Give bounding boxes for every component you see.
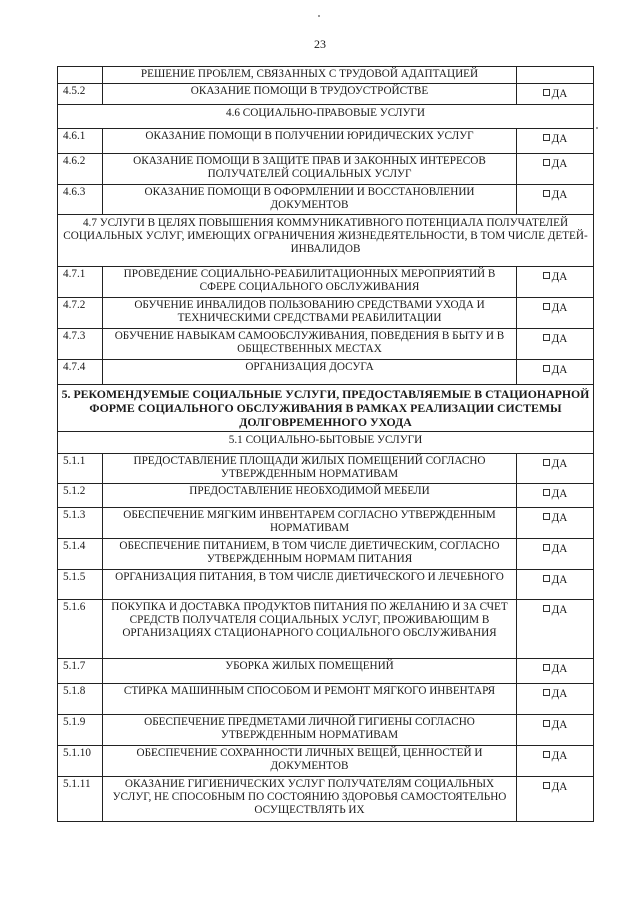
- row-number: 4.7.3: [58, 329, 103, 360]
- yes-label: ДА: [551, 88, 568, 100]
- table-row: [58, 298, 594, 329]
- table-row: [58, 484, 594, 508]
- yes-label: ДА: [551, 302, 568, 314]
- row-number: 5.1.9: [58, 715, 103, 746]
- yes-checkbox[interactable]: [517, 129, 594, 154]
- row-number: 4.6.3: [58, 185, 103, 215]
- row-text: ОБУЧЕНИЕ НАВЫКАМ САМООБСЛУЖИВАНИЯ, ПОВЕДЕНИЯ В БЫТУ И В ОБЩЕСТВЕННЫХ МЕСТАХ: [103, 329, 517, 360]
- table-row: [58, 454, 594, 484]
- yes-label: ДА: [551, 333, 568, 345]
- row-text: ПОКУПКА И ДОСТАВКА ПРОДУКТОВ ПИТАНИЯ ПО ЖЕЛАНИЮ И ЗА СЧЕТ СРЕДСТВ ПОЛУЧАТЕЛЯ СОЦИАЛЬНЫХ УСЛУГ, ПРОЖИВАЮЩИМ В ОРГАНИЗАЦИЯХ СТАЦИОНАРНОГО СОЦИАЛЬНОГО ОБСЛУЖИВАНИЯ: [103, 600, 517, 659]
- yes-checkbox[interactable]: [517, 539, 594, 570]
- row-number: 4.6.1: [58, 129, 103, 154]
- table-row: [58, 67, 594, 84]
- row-number: [58, 67, 103, 84]
- row-text: ОКАЗАНИЕ ГИГИЕНИЧЕСКИХ УСЛУГ ПОЛУЧАТЕЛЯМ СОЦИАЛЬНЫХ УСЛУГ, НЕ СПОСОБНЫМ ПО СОСТОЯНИЮ ЗДОРОВЬЯ САМОСТОЯТЕЛЬНО ОСУЩЕСТВЛЯТЬ ИХ: [103, 777, 517, 822]
- yes-label: ДА: [551, 133, 568, 145]
- yes-checkbox[interactable]: [517, 298, 594, 329]
- yes-checkbox[interactable]: [517, 154, 594, 185]
- row-number: 5.1.10: [58, 746, 103, 777]
- yes-label: ДА: [551, 158, 568, 170]
- checkbox-icon: [543, 720, 550, 727]
- yes-checkbox[interactable]: [517, 454, 594, 484]
- table-row: [58, 267, 594, 298]
- checkbox-icon: [543, 689, 550, 696]
- section-header: [58, 432, 594, 454]
- yes-label: ДА: [551, 750, 568, 762]
- yes-label: ДА: [551, 189, 568, 201]
- table-row: [58, 746, 594, 777]
- yes-label: ДА: [551, 512, 568, 524]
- checkbox-icon: [543, 664, 550, 671]
- section-title: 4.7 УСЛУГИ В ЦЕЛЯХ ПОВЫШЕНИЯ КОММУНИКАТИВНОГО ПОТЕНЦИАЛА ПОЛУЧАТЕЛЕЙ СОЦИАЛЬНЫХ УСЛУГ, ИМЕЮЩИХ ОГРАНИЧЕНИЯ ЖИЗНЕДЕЯТЕЛЬНОСТИ, В ТОМ ЧИСЛЕ ДЕТЕЙ-ИНВАЛИДОВ: [58, 215, 594, 267]
- table-row: [58, 129, 594, 154]
- checkbox-icon: [543, 190, 550, 197]
- checkbox-icon: [543, 513, 550, 520]
- table-row: [58, 185, 594, 215]
- yes-checkbox[interactable]: [517, 659, 594, 684]
- row-text: ОКАЗАНИЕ ПОМОЩИ В ПОЛУЧЕНИИ ЮРИДИЧЕСКИХ УСЛУГ: [103, 129, 517, 154]
- row-number: 5.1.11: [58, 777, 103, 822]
- yes-checkbox[interactable]: [517, 600, 594, 659]
- section-header: [58, 105, 594, 129]
- scan-speck: [596, 127, 598, 129]
- checkbox-icon: [543, 89, 550, 96]
- row-text: ОБЕСПЕЧЕНИЕ СОХРАННОСТИ ЛИЧНЫХ ВЕЩЕЙ, ЦЕННОСТЕЙ И ДОКУМЕНТОВ: [103, 746, 517, 777]
- yes-label: ДА: [551, 271, 568, 283]
- section-header: [58, 215, 594, 267]
- row-number: 5.1.7: [58, 659, 103, 684]
- checkbox-icon: [543, 134, 550, 141]
- checkbox-icon: [543, 159, 550, 166]
- yes-label: ДА: [551, 543, 568, 555]
- checkbox-icon: [543, 782, 550, 789]
- row-text: УБОРКА ЖИЛЫХ ПОМЕЩЕНИЙ: [103, 659, 517, 684]
- checkbox-icon: [543, 459, 550, 466]
- yes-checkbox[interactable]: [517, 715, 594, 746]
- row-number: 5.1.6: [58, 600, 103, 659]
- services-table: [57, 66, 594, 822]
- row-text: ОКАЗАНИЕ ПОМОЩИ В ЗАЩИТЕ ПРАВ И ЗАКОННЫХ ИНТЕРЕСОВ ПОЛУЧАТЕЛЕЙ СОЦИАЛЬНЫХ УСЛУГ: [103, 154, 517, 185]
- checkbox-icon: [543, 489, 550, 496]
- yes-checkbox[interactable]: [517, 84, 594, 105]
- row-text: РЕШЕНИЕ ПРОБЛЕМ, СВЯЗАННЫХ С ТРУДОВОЙ АДАПТАЦИЕЙ: [103, 67, 517, 84]
- checkbox-icon: [543, 303, 550, 310]
- yes-label: ДА: [551, 574, 568, 586]
- section-title: 5.1 СОЦИАЛЬНО-БЫТОВЫЕ УСЛУГИ: [58, 432, 594, 454]
- checkbox-icon: [543, 544, 550, 551]
- table-row: [58, 84, 594, 105]
- yes-label: ДА: [551, 604, 568, 616]
- row-number: 5.1.8: [58, 684, 103, 715]
- yes-label: ДА: [551, 781, 568, 793]
- row-number: 4.7.2: [58, 298, 103, 329]
- row-text: ОБЕСПЕЧЕНИЕ ПРЕДМЕТАМИ ЛИЧНОЙ ГИГИЕНЫ СОГЛАСНО УТВЕРЖДЕННЫМ НОРМАТИВАМ: [103, 715, 517, 746]
- row-text: ОРГАНИЗАЦИЯ ПИТАНИЯ, В ТОМ ЧИСЛЕ ДИЕТИЧЕСКОГО И ЛЕЧЕБНОГО: [103, 570, 517, 600]
- table-row: [58, 508, 594, 539]
- checkbox-icon: [543, 334, 550, 341]
- checkbox-icon: [543, 605, 550, 612]
- row-text: СТИРКА МАШИННЫМ СПОСОБОМ И РЕМОНТ МЯГКОГО ИНВЕНТАРЯ: [103, 684, 517, 715]
- yes-checkbox[interactable]: [517, 508, 594, 539]
- yes-checkbox[interactable]: [517, 267, 594, 298]
- row-number: 5.1.5: [58, 570, 103, 600]
- row-number: 4.7.4: [58, 360, 103, 385]
- yes-checkbox[interactable]: [517, 684, 594, 715]
- yes-label: ДА: [551, 719, 568, 731]
- row-number: 4.7.1: [58, 267, 103, 298]
- row-text: ОБЕСПЕЧЕНИЕ ПИТАНИЕМ, В ТОМ ЧИСЛЕ ДИЕТИЧЕСКИМ, СОГЛАСНО УТВЕРЖДЕННЫМ НОРМАМ ПИТАНИЯ: [103, 539, 517, 570]
- checkbox-icon: [543, 272, 550, 279]
- yes-checkbox[interactable]: [517, 360, 594, 385]
- checkbox-icon: [543, 365, 550, 372]
- yes-checkbox[interactable]: [517, 185, 594, 215]
- yes-label: ДА: [551, 688, 568, 700]
- table-row: [58, 715, 594, 746]
- table-row: [58, 777, 594, 822]
- table-row: [58, 360, 594, 385]
- yes-checkbox[interactable]: [517, 67, 594, 84]
- yes-checkbox[interactable]: [517, 329, 594, 360]
- row-number: 5.1.1: [58, 454, 103, 484]
- row-text: ПРОВЕДЕНИЕ СОЦИАЛЬНО-РЕАБИЛИТАЦИОННЫХ МЕРОПРИЯТИЙ В СФЕРЕ СОЦИАЛЬНОГО ОБСЛУЖИВАНИЯ: [103, 267, 517, 298]
- yes-label: ДА: [551, 458, 568, 470]
- yes-checkbox[interactable]: [517, 746, 594, 777]
- checkbox-icon: [543, 575, 550, 582]
- section-header: [58, 385, 594, 432]
- yes-checkbox[interactable]: [517, 484, 594, 508]
- scan-speck: [318, 15, 320, 17]
- table-row: [58, 539, 594, 570]
- table-row: [58, 659, 594, 684]
- yes-checkbox[interactable]: [517, 570, 594, 600]
- table-row: [58, 154, 594, 185]
- table-row: [58, 600, 594, 659]
- section-title: 5. РЕКОМЕНДУЕМЫЕ СОЦИАЛЬНЫЕ УСЛУГИ, ПРЕДОСТАВЛЯЕМЫЕ В СТАЦИОНАРНОЙ ФОРМЕ СОЦИАЛЬНОГО ОБСЛУЖИВАНИЯ В РАМКАХ РЕАЛИЗАЦИИ СИСТЕМЫ ДОЛГОВРЕМЕННОГО УХОДА: [58, 385, 594, 432]
- row-text: ОКАЗАНИЕ ПОМОЩИ В ОФОРМЛЕНИИ И ВОССТАНОВЛЕНИИ ДОКУМЕНТОВ: [103, 185, 517, 215]
- row-number: 5.1.4: [58, 539, 103, 570]
- row-number: 4.6.2: [58, 154, 103, 185]
- yes-label: ДА: [551, 663, 568, 675]
- yes-label: ДА: [551, 364, 568, 376]
- row-text: ПРЕДОСТАВЛЕНИЕ ПЛОЩАДИ ЖИЛЫХ ПОМЕЩЕНИЙ СОГЛАСНО УТВЕРЖДЕННЫМ НОРМАТИВАМ: [103, 454, 517, 484]
- yes-label: ДА: [551, 488, 568, 500]
- row-number: 4.5.2: [58, 84, 103, 105]
- table-row: [58, 570, 594, 600]
- table-row: [58, 684, 594, 715]
- row-text: ОБЕСПЕЧЕНИЕ МЯГКИМ ИНВЕНТАРЕМ СОГЛАСНО УТВЕРЖДЕННЫМ НОРМАТИВАМ: [103, 508, 517, 539]
- page-number: 23: [314, 37, 326, 51]
- row-text: ОКАЗАНИЕ ПОМОЩИ В ТРУДОУСТРОЙСТВЕ: [103, 84, 517, 105]
- table-row: [58, 329, 594, 360]
- row-text: ОРГАНИЗАЦИЯ ДОСУГА: [103, 360, 517, 385]
- row-text: ПРЕДОСТАВЛЕНИЕ НЕОБХОДИМОЙ МЕБЕЛИ: [103, 484, 517, 508]
- row-number: 5.1.2: [58, 484, 103, 508]
- section-title: 4.6 СОЦИАЛЬНО-ПРАВОВЫЕ УСЛУГИ: [58, 105, 594, 129]
- row-text: ОБУЧЕНИЕ ИНВАЛИДОВ ПОЛЬЗОВАНИЮ СРЕДСТВАМИ УХОДА И ТЕХНИЧЕСКИМИ СРЕДСТВАМИ РЕАБИЛИТАЦИИ: [103, 298, 517, 329]
- yes-checkbox[interactable]: [517, 777, 594, 822]
- row-number: 5.1.3: [58, 508, 103, 539]
- checkbox-icon: [543, 751, 550, 758]
